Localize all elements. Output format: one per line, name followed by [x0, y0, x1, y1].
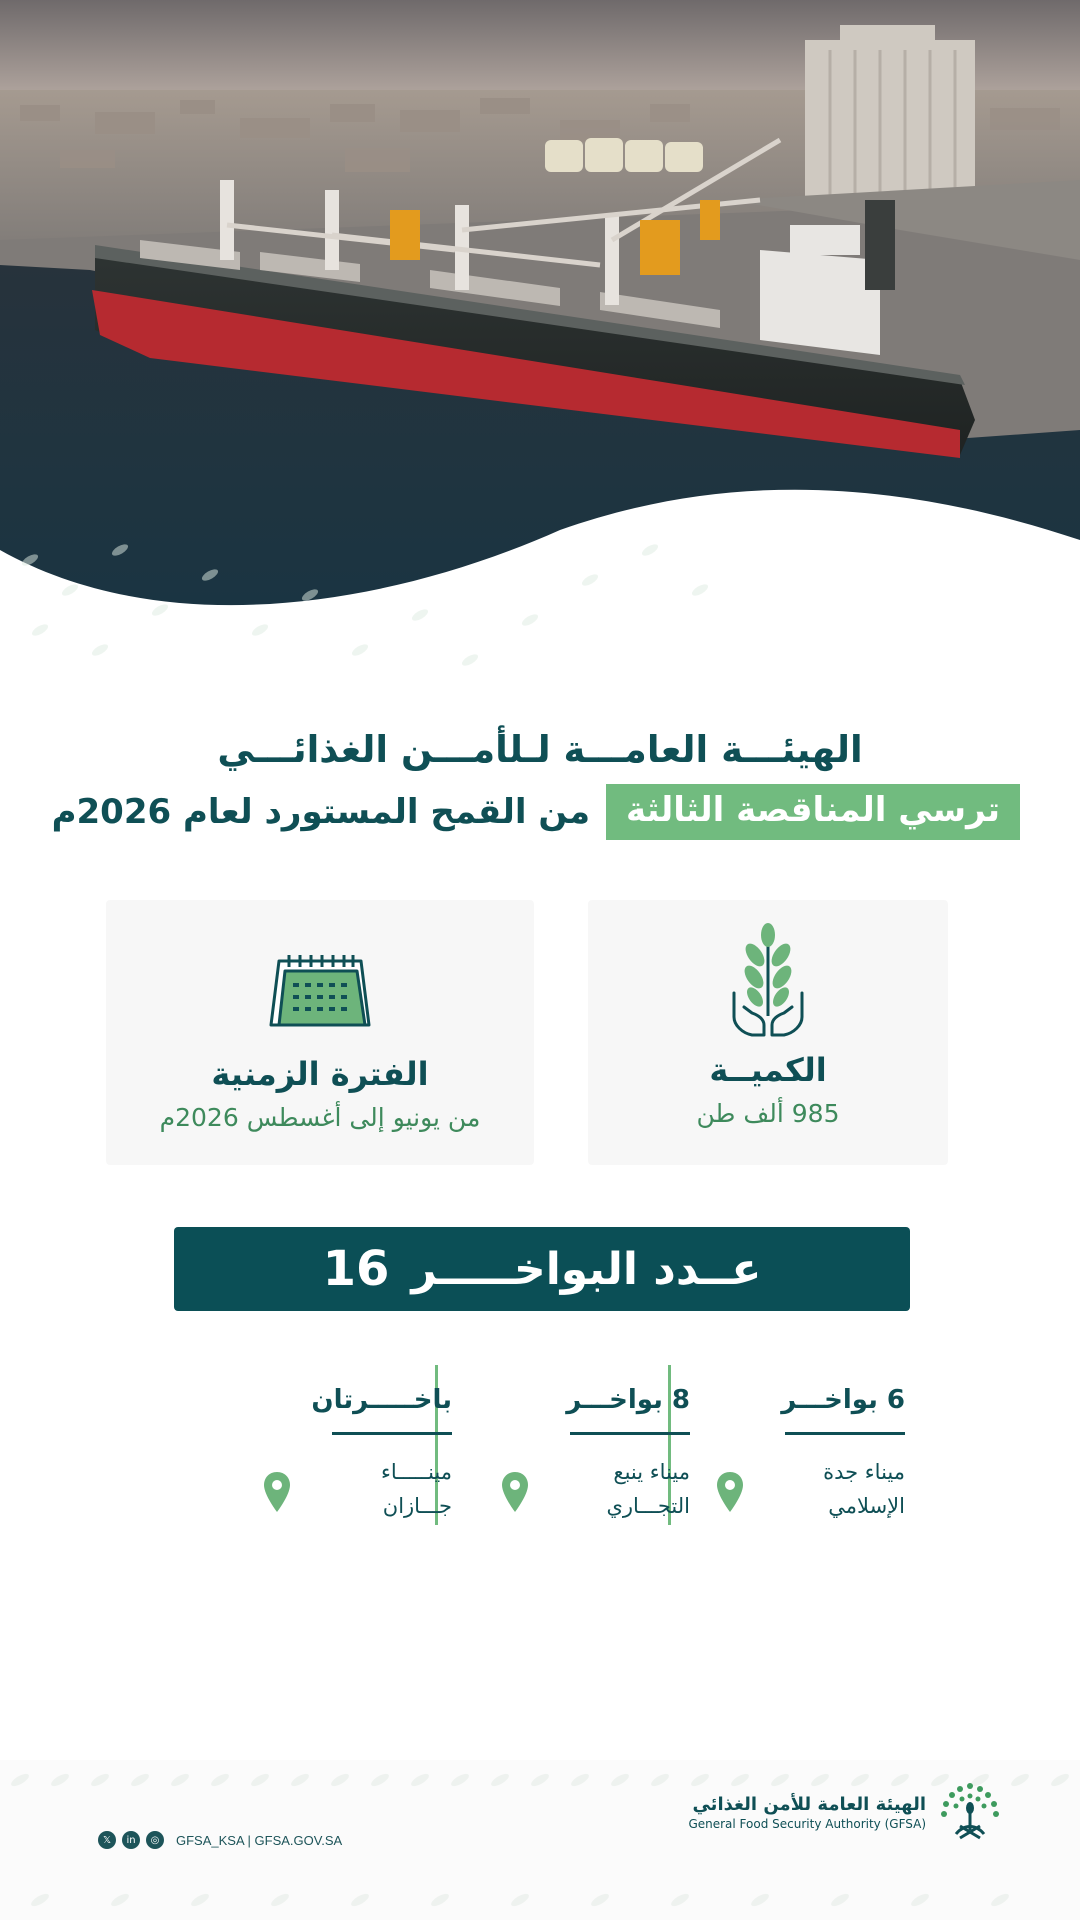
social-handles: GFSA_KSA | GFSA.GOV.SA: [176, 1832, 343, 1848]
headline-rest: من القمح المستورد لعام 2026م: [51, 792, 590, 832]
calendar-icon: [265, 940, 375, 1045]
headline-org: الهيئـــة العامـــة لـلأمـــن الغذائـــي: [217, 728, 863, 771]
wheat-hands-icon: [728, 918, 808, 1043]
port-name: ميناء ينبع التجـــاري: [606, 1460, 690, 1518]
linkedin-icon[interactable]: in: [122, 1831, 140, 1849]
port-name: ميناء جدة الإسلامي: [823, 1460, 905, 1518]
period-value: من يونيو إلى أغسطس 2026م: [159, 1103, 481, 1132]
location-pin-icon: [262, 1470, 292, 1514]
port-underline: [570, 1432, 690, 1435]
quantity-card: [588, 900, 948, 1165]
hero-port-ship-photo: [0, 0, 1080, 610]
location-pin-icon: [715, 1470, 745, 1514]
headline-highlight: ترسي المناقصة الثالثة: [606, 784, 1020, 840]
gfsa-emblem-icon: [938, 1780, 1002, 1844]
org-name-arabic: الهيئة العامة للأمن الغذائي: [692, 1793, 926, 1815]
port-yanbu: [490, 1385, 690, 1525]
port-ship-count: 8 بواخـــر: [566, 1385, 690, 1415]
org-name-english: General Food Security Authority (GFSA): [688, 1816, 926, 1831]
leaf-pattern-decoration: [0, 520, 1080, 700]
quantity-value: 985 ألف طن: [696, 1099, 840, 1128]
period-title: الفترة الزمنية: [211, 1055, 429, 1093]
social-links: [98, 1831, 342, 1849]
location-pin-icon: [500, 1470, 530, 1514]
port-ship-count: 6 بواخـــر: [781, 1385, 905, 1415]
x-twitter-icon[interactable]: 𝕏: [98, 1831, 116, 1849]
port-name: مينـــــاء جـــازان: [381, 1460, 452, 1518]
port-underline: [785, 1432, 905, 1435]
ships-count-banner: [174, 1227, 910, 1311]
port-underline: [332, 1432, 452, 1435]
instagram-icon[interactable]: ◎: [146, 1831, 164, 1849]
port-jeddah: [705, 1385, 905, 1525]
period-card: [106, 900, 534, 1165]
port-ship-count: باخـــــرتان: [311, 1385, 452, 1415]
ships-count-label: عــدد البواخـــــر: [411, 1243, 762, 1295]
headline-tender: [50, 784, 1020, 840]
quantity-title: الكميــة: [709, 1051, 827, 1089]
ships-count-value: 16: [322, 1241, 390, 1297]
port-jazan: [252, 1385, 452, 1525]
gfsa-logo: [688, 1780, 1002, 1844]
